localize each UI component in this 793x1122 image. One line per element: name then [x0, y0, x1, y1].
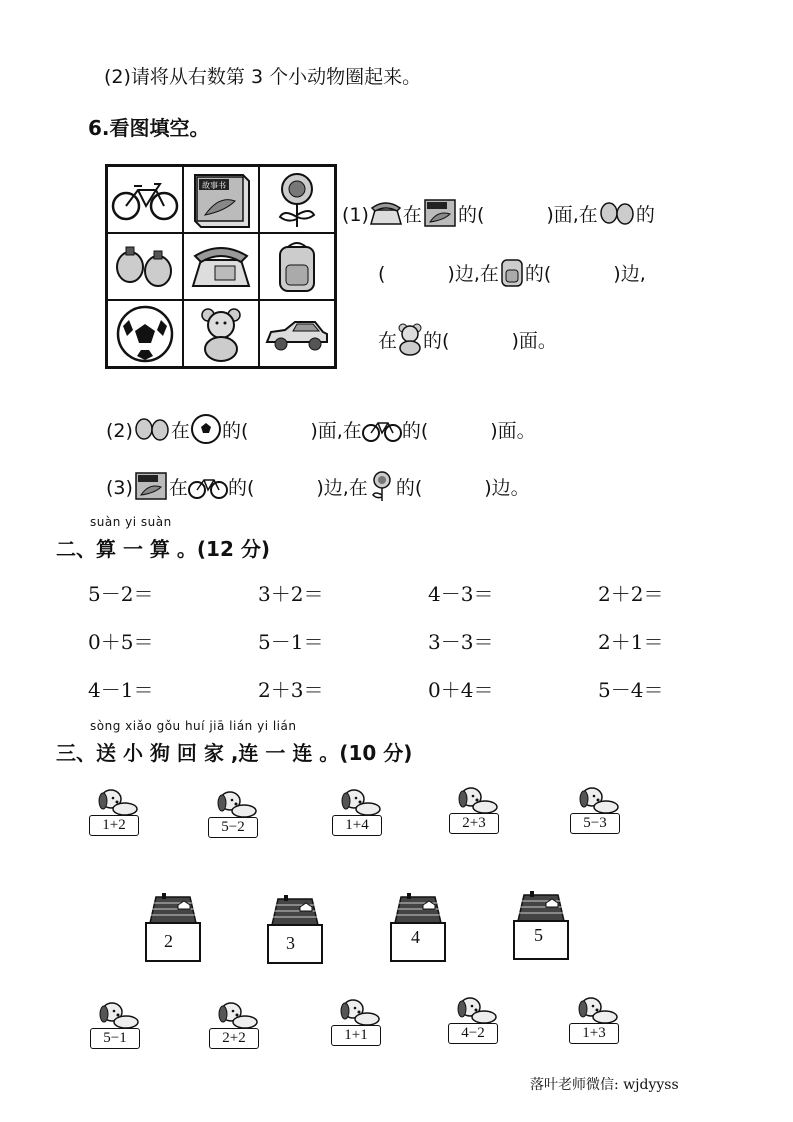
soccer-ball-mini-icon — [190, 413, 222, 450]
de-paren-text: 的( — [227, 477, 255, 499]
dog-equation: 1+3 — [569, 1023, 619, 1044]
dog-equation: 5−3 — [570, 813, 620, 834]
equation: 2＋1＝ — [598, 630, 664, 654]
mian-zai-text: )面,在 — [546, 204, 598, 226]
q6-part-1-line-1 — [342, 198, 655, 233]
house-icon — [262, 895, 328, 965]
ping-pong-paddles-icon — [107, 233, 183, 300]
dog-equation: 2+3 — [449, 813, 499, 834]
section-2-title: 二、算 一 算 。(12 分) — [56, 537, 270, 561]
flower-mini-icon — [368, 470, 396, 507]
puppy-icon — [334, 785, 384, 815]
bicycle-mini-icon — [362, 415, 402, 448]
house-icon — [140, 893, 206, 963]
de-paren-text: 的( — [524, 263, 552, 285]
mian-end-text: )面。 — [490, 420, 536, 442]
house[interactable] — [140, 893, 206, 967]
zai-text: 在 — [170, 420, 190, 442]
dog-card[interactable] — [570, 783, 622, 834]
bian-zai-text: )边,在 — [316, 477, 368, 499]
de-paren-text: 的( — [395, 477, 423, 499]
question-6-title: 6.看图填空。 — [88, 116, 210, 140]
de-paren-text: 的( — [423, 330, 450, 352]
part-2-label: (2) — [106, 420, 133, 442]
dog-card[interactable] — [209, 998, 261, 1049]
backpack-icon — [259, 233, 335, 300]
svg-text:故事书: 故事书 — [202, 180, 226, 190]
equation: 4－1＝ — [88, 678, 154, 702]
dog-card[interactable] — [449, 783, 501, 834]
house-number: 4 — [411, 927, 420, 947]
de-text: 的 — [635, 204, 655, 226]
dog-equation: 4−2 — [448, 1023, 498, 1044]
teddy-bear-mini-icon — [397, 322, 423, 361]
puppy-icon — [333, 995, 383, 1025]
dog-card[interactable] — [208, 787, 260, 838]
storybook-mini-icon — [133, 471, 169, 506]
de-paren-text: 的( — [401, 420, 429, 442]
dog-equation: 5−1 — [90, 1028, 140, 1049]
dog-equation: 1+4 — [332, 815, 382, 836]
dog-card[interactable] — [331, 995, 383, 1046]
zai-text: 在 — [168, 477, 188, 499]
de-paren-text: 的( — [221, 420, 249, 442]
part-1-label: (1) — [342, 204, 369, 226]
puppy-icon — [451, 783, 501, 813]
dog-equation: 1+1 — [331, 1025, 381, 1046]
dog-card[interactable] — [90, 998, 142, 1049]
section-3-pinyin: sòng xiǎo gǒu huí jiā lián yi lián — [90, 719, 297, 733]
dog-equation: 1+2 — [89, 815, 139, 836]
section-3-title: 三、送 小 狗 回 家 ,连 一 连 。(10 分) — [56, 741, 413, 765]
house-number: 2 — [164, 931, 173, 951]
telephone-mini-icon — [369, 200, 403, 231]
house[interactable] — [508, 891, 574, 965]
ping-pong-paddles-mini-icon — [133, 416, 171, 447]
telephone-icon — [183, 233, 259, 300]
equation: 5－2＝ — [88, 582, 154, 606]
ping-pong-paddles-mini-icon — [598, 200, 636, 231]
storybook-mini-icon — [422, 198, 458, 233]
dog-card[interactable] — [448, 993, 500, 1044]
equation: 3＋2＝ — [258, 582, 324, 606]
puppy-icon — [572, 783, 622, 813]
house-number: 5 — [534, 925, 543, 945]
dog-card[interactable] — [89, 785, 141, 836]
puppy-icon — [92, 998, 142, 1028]
dog-card[interactable] — [569, 993, 621, 1044]
puppy-icon — [571, 993, 621, 1023]
bian-comma-text: )边, — [613, 263, 646, 285]
storybook-icon — [183, 166, 259, 233]
flower-icon — [259, 166, 335, 233]
picture-grid — [105, 164, 337, 369]
footer-credit: 落叶老师微信: wjdyyss — [530, 1077, 679, 1093]
de-paren-text: 的( — [457, 204, 485, 226]
q6-part-1-line-3 — [378, 322, 557, 361]
equation: 5－1＝ — [258, 630, 324, 654]
puppy-icon — [210, 787, 260, 817]
q6-part-2 — [106, 413, 536, 450]
mian-end-text: )面。 — [511, 330, 557, 352]
equation: 3－3＝ — [428, 630, 494, 654]
dog-equation: 5−2 — [208, 817, 258, 838]
equation: 0＋5＝ — [88, 630, 154, 654]
equation: 2＋3＝ — [258, 678, 324, 702]
puppy-icon — [450, 993, 500, 1023]
zai-text: 在 — [402, 204, 422, 226]
soccer-ball-icon — [107, 300, 183, 367]
mian-zai-text: )面,在 — [310, 420, 362, 442]
bicycle-icon — [107, 166, 183, 233]
dog-equation: 2+2 — [209, 1028, 259, 1049]
backpack-mini-icon — [499, 256, 525, 293]
puppy-icon — [91, 785, 141, 815]
equation: 4－3＝ — [428, 582, 494, 606]
question-5-part-2: (2)请将从右数第 3 个小动物圈起来。 — [104, 66, 422, 88]
paren-open: ( — [378, 263, 386, 285]
dog-card[interactable] — [332, 785, 384, 836]
bian-end-text: )边。 — [484, 477, 530, 499]
q6-part-3 — [106, 470, 530, 507]
bian-zai-text: )边,在 — [447, 263, 499, 285]
equation: 2＋2＝ — [598, 582, 664, 606]
teddy-bear-icon — [183, 300, 259, 367]
q6-part-1-line-2 — [378, 256, 646, 293]
puppy-icon — [211, 998, 261, 1028]
zai-text: 在 — [378, 330, 398, 352]
house-number: 3 — [286, 933, 295, 953]
equation: 5－4＝ — [598, 678, 664, 702]
equation: 0＋4＝ — [428, 678, 494, 702]
bicycle-mini-icon — [188, 472, 228, 505]
part-3-label: (3) — [106, 477, 133, 499]
house[interactable] — [385, 893, 451, 967]
car-icon — [259, 300, 335, 367]
house[interactable] — [262, 895, 328, 969]
section-2-pinyin: suàn yi suàn — [90, 515, 172, 529]
